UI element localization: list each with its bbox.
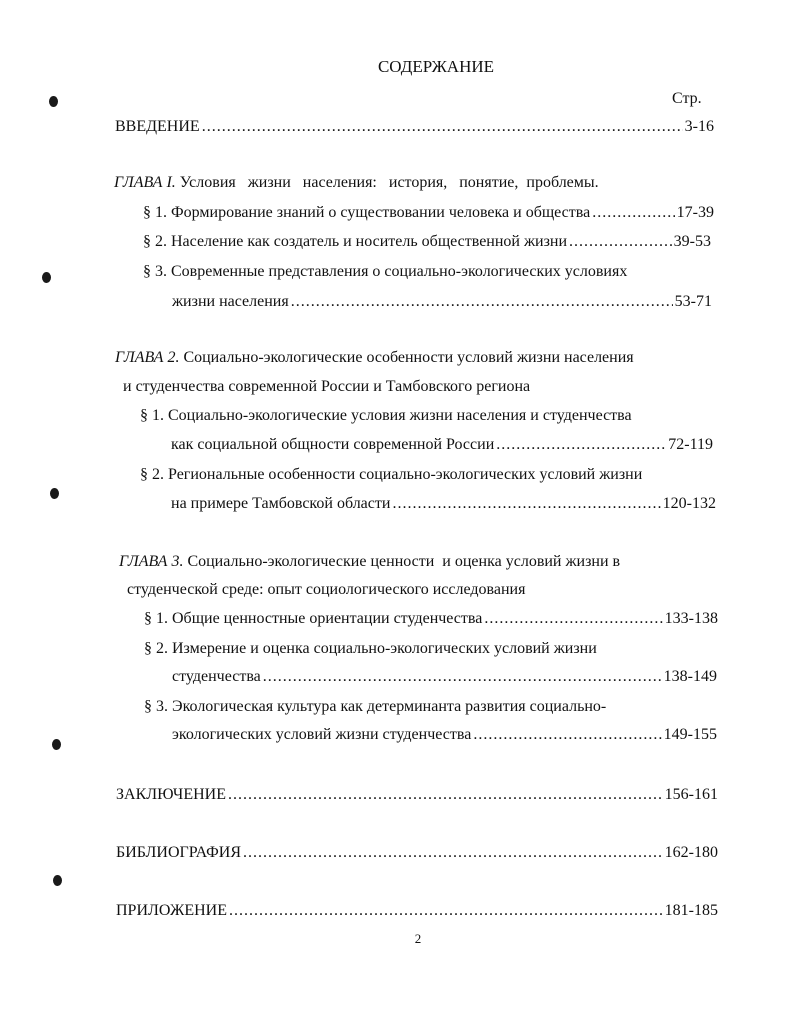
chapter-title: Социально-экологические особенности условий жизни населения <box>183 349 634 366</box>
entry-pages: 162-180 <box>664 844 718 861</box>
toc-entry-section <box>171 494 716 514</box>
entry-label: БИБЛИОГРАФИЯ <box>116 844 242 861</box>
punch-hole-mark <box>50 488 59 499</box>
entry-label: на примере Тамбовской области <box>171 495 391 512</box>
leader-dots <box>473 725 661 745</box>
entry-label: § 2. Население как создатель и носитель общественной жизни <box>143 233 568 250</box>
toc-entry-section <box>143 203 714 223</box>
toc-entry-intro <box>115 117 714 137</box>
entry-label: экологических условий жизни студенчества <box>172 726 472 743</box>
leader-dots <box>228 785 663 805</box>
entry-pages: 138-149 <box>663 668 717 685</box>
leader-dots <box>243 843 663 863</box>
entry-pages: 39-53 <box>673 233 711 250</box>
leader-dots <box>291 292 673 312</box>
punch-hole-mark <box>52 739 61 750</box>
entry-pages: 181-185 <box>664 902 718 919</box>
leader-dots <box>484 609 662 629</box>
toc-entry-section <box>172 667 717 687</box>
toc-entry-appendix <box>116 901 718 921</box>
entry-pages: 53-71 <box>674 293 712 310</box>
toc-entry-section <box>144 609 718 629</box>
toc-entry-section <box>172 725 717 745</box>
leader-dots <box>229 901 663 921</box>
toc-entry-section <box>172 292 712 312</box>
leader-dots <box>496 435 666 455</box>
entry-pages: 133-138 <box>664 610 718 627</box>
toc-entry-bibliography <box>116 843 718 863</box>
leader-dots <box>569 232 672 252</box>
chapter-title-line2: студенческой среде: опыт социологического исследования <box>127 581 526 598</box>
entry-label: ПРИЛОЖЕНИЕ <box>116 902 228 919</box>
entry-label: ЗАКЛЮЧЕНИЕ <box>116 786 226 803</box>
toc-entry-section <box>171 435 713 455</box>
entry-label: § 1. Формирование знаний о существовании человека и общества <box>143 204 591 221</box>
punch-hole-mark <box>53 875 62 886</box>
entry-pages: 156-161 <box>664 786 718 803</box>
entry-pages: 72-119 <box>668 436 713 453</box>
entry-pages: 149-155 <box>663 726 717 743</box>
chapter-heading <box>119 552 620 572</box>
page-title: СОДЕРЖАНИЕ <box>377 57 495 76</box>
chapter-title: Социально-экологические ценности и оценка условий жизни в <box>187 553 621 570</box>
entry-label-line1: § 1. Социально-экологические условия жизни населения и студенчества <box>140 407 632 424</box>
page-column-label: Стр. <box>672 90 702 107</box>
entry-label: жизни населения <box>172 293 289 310</box>
toc-entry-section <box>143 232 711 252</box>
entry-label: § 1. Общие ценностные ориентации студенчества <box>144 610 483 627</box>
page-number: 2 <box>414 931 422 946</box>
chapter-prefix: ГЛАВА I. <box>114 174 176 191</box>
chapter-heading <box>115 348 634 368</box>
entry-label-line1: § 2. Региональные особенности социально-экологических условий жизни <box>140 466 643 483</box>
chapter-prefix: ГЛАВА 2. <box>115 349 180 366</box>
chapter-title-line2: и студенчества современной России и Тамбовского региона <box>123 378 531 395</box>
punch-hole-mark <box>49 96 58 107</box>
leader-dots <box>392 494 660 514</box>
toc-entry-conclusion <box>116 785 718 805</box>
leader-dots <box>592 203 674 223</box>
entry-pages: 3-16 <box>684 118 714 135</box>
entry-label-line1: § 3. Экологическая культура как детерминанта развития социально- <box>144 698 607 715</box>
chapter-title: Условия жизни населения: история, понятие, проблемы. <box>179 174 599 191</box>
leader-dots <box>202 117 683 137</box>
chapter-heading <box>114 173 599 193</box>
entry-pages: 17-39 <box>676 204 714 221</box>
entry-pages: 120-132 <box>662 495 716 512</box>
entry-label-line1: § 2. Измерение и оценка социально-экологических условий жизни <box>144 640 597 657</box>
entry-label: как социальной общности современной России <box>171 436 495 453</box>
chapter-prefix: ГЛАВА 3. <box>119 553 184 570</box>
punch-hole-mark <box>42 272 51 283</box>
leader-dots <box>263 667 662 687</box>
entry-label-line1: § 3. Современные представления о социально-экологических условиях <box>143 263 628 280</box>
entry-label: ВВЕДЕНИЕ <box>115 118 200 135</box>
entry-label: студенчества <box>172 668 261 685</box>
